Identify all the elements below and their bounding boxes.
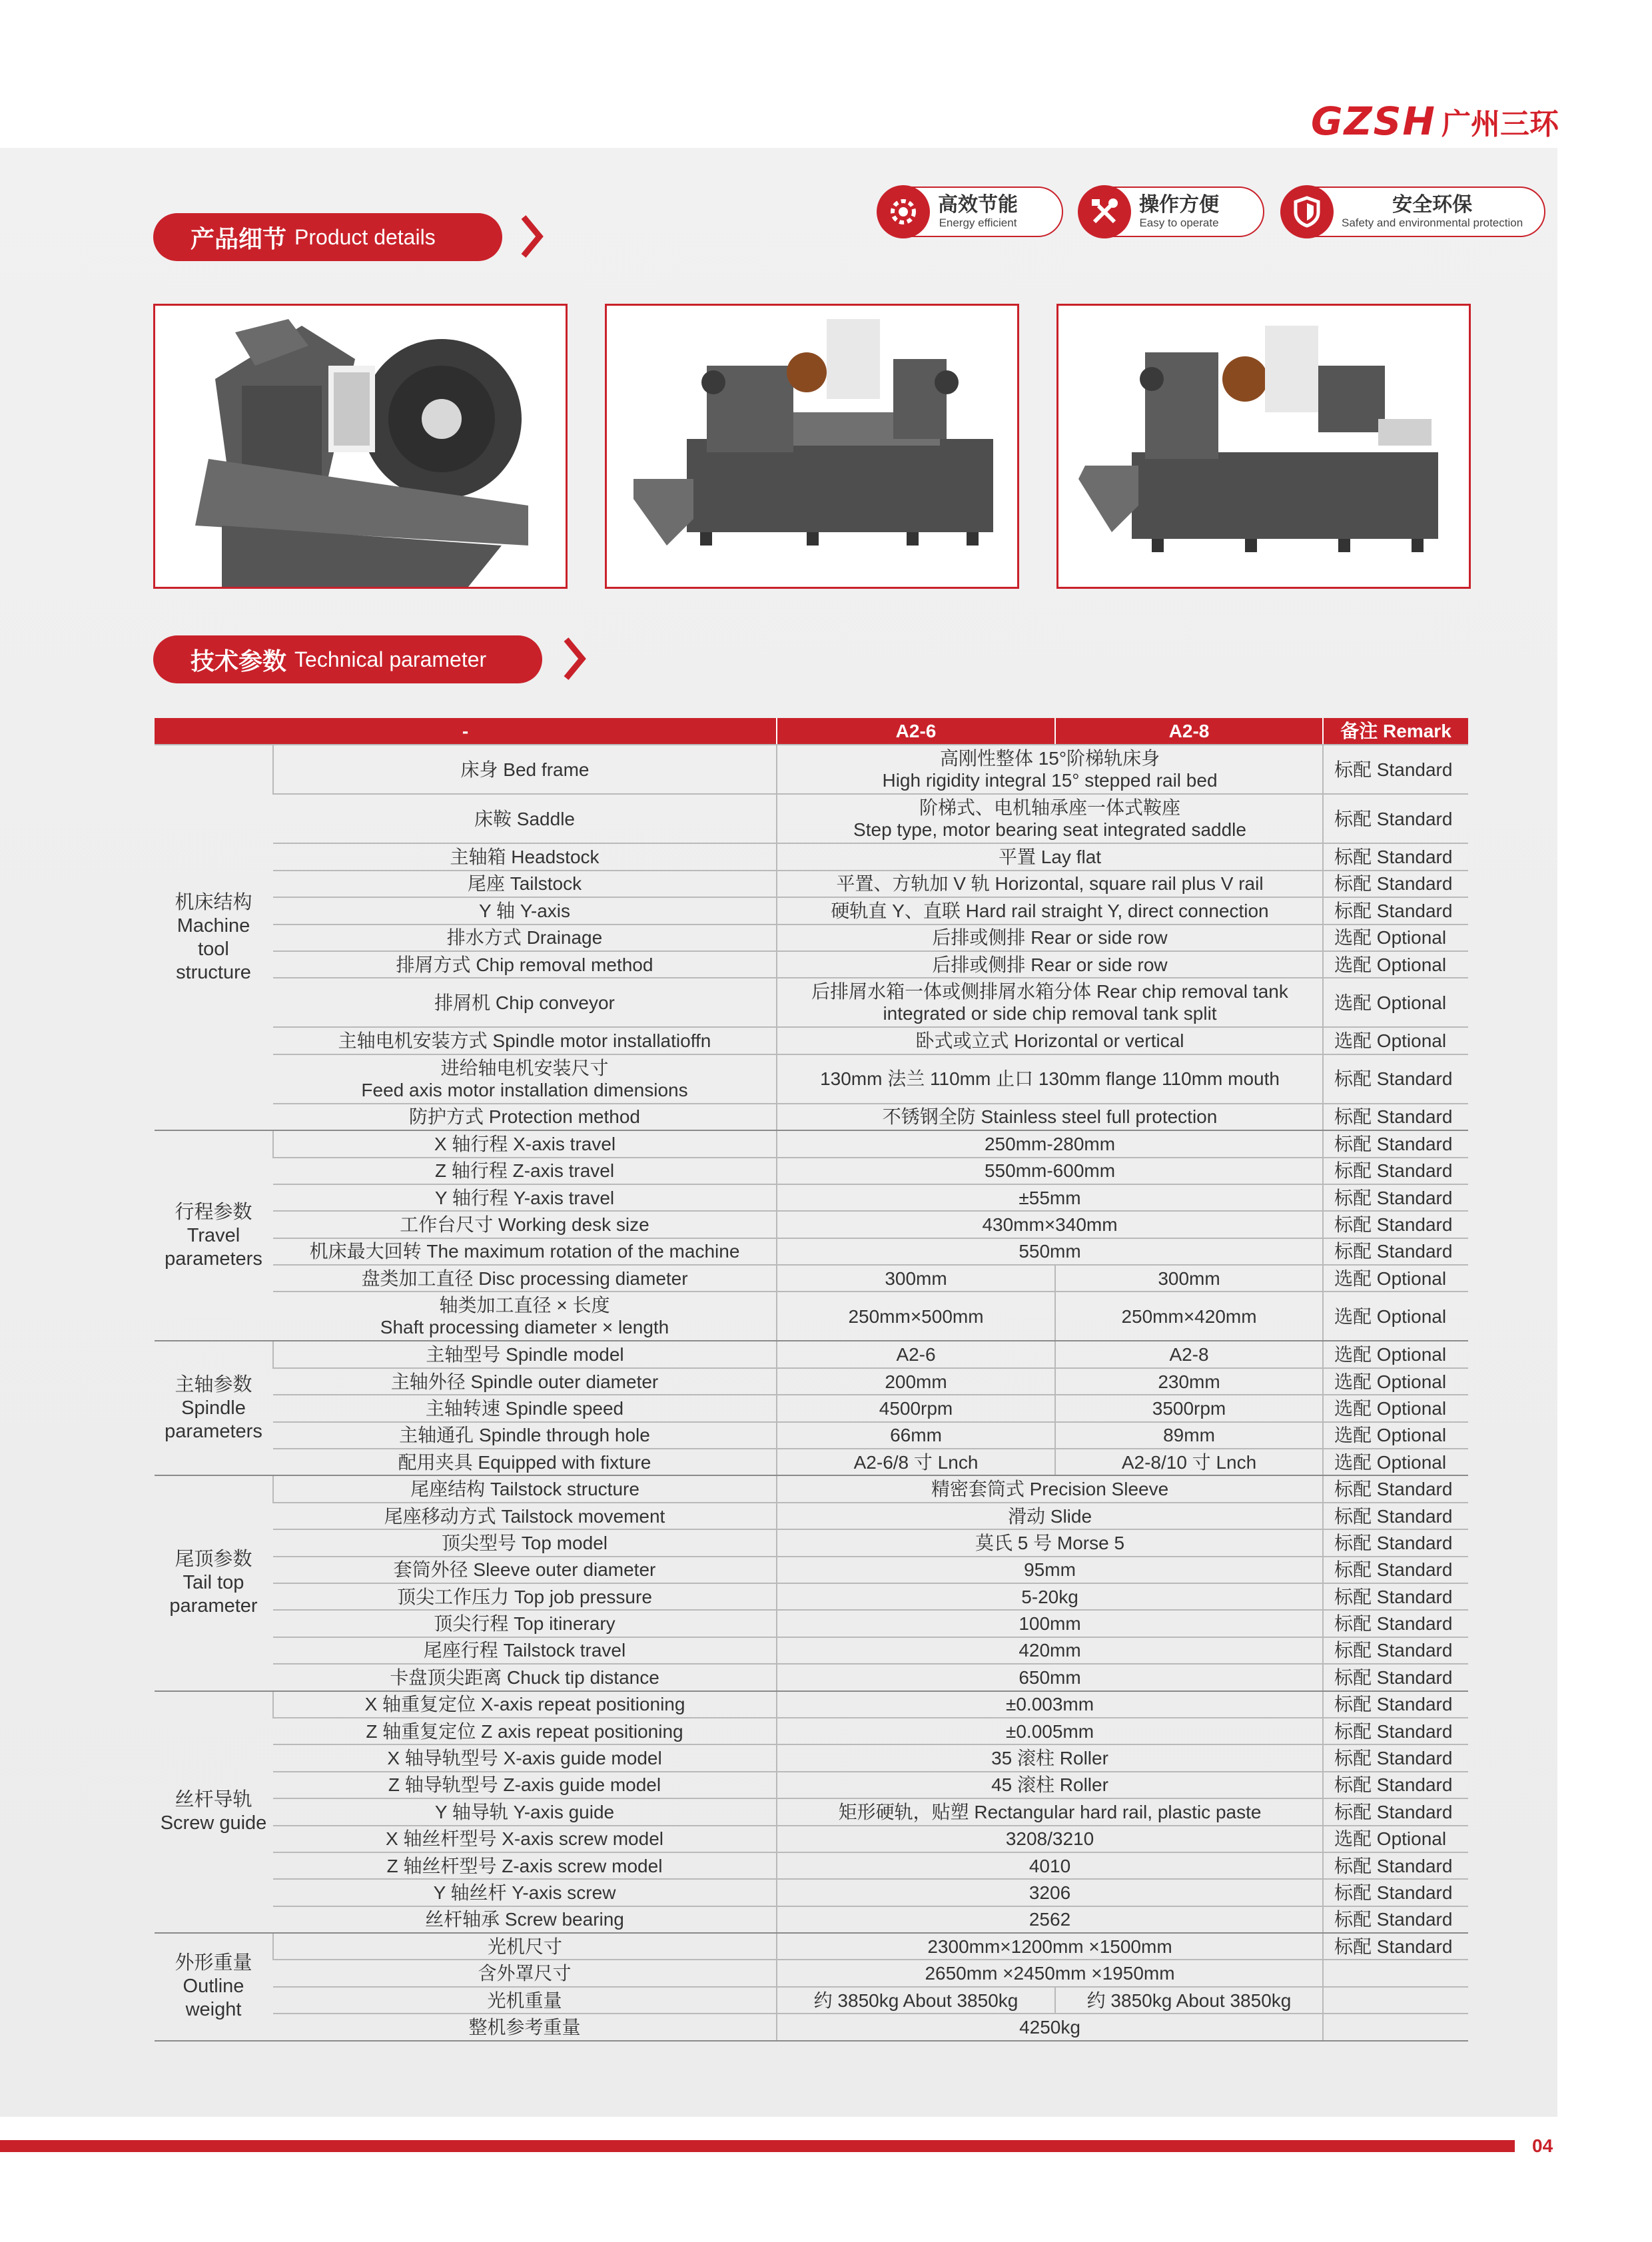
remark: 标配 Standard xyxy=(1323,1238,1468,1265)
parameter-name: 主轴通孔 Spindle through hole xyxy=(273,1422,777,1449)
parameter-value: 4010 xyxy=(777,1852,1323,1879)
chevron-right-icon xyxy=(518,213,545,260)
remark: 标配 Standard xyxy=(1323,1503,1468,1529)
parameter-name: X 轴丝杆型号 X-axis screw model xyxy=(273,1826,777,1852)
parameter-value: 滑动 Slide xyxy=(777,1503,1323,1529)
parameter-value: 2562 xyxy=(777,1906,1323,1933)
parameter-name: 进给轴电机安装尺寸 Feed axis motor installation dimensions xyxy=(273,1054,777,1104)
table-row xyxy=(155,843,1468,870)
parameter-name: Y 轴丝杆 Y-axis screw xyxy=(273,1879,777,1906)
table-row xyxy=(155,1664,1468,1690)
table-row xyxy=(155,1027,1468,1054)
parameter-value-a2-8: 89mm xyxy=(1055,1422,1323,1449)
remark: 选配 Optional xyxy=(1323,925,1468,951)
remark: 选配 Optional xyxy=(1323,1422,1468,1449)
parameter-value-a2-8: 300mm xyxy=(1055,1265,1323,1292)
parameter-name: 尾座行程 Tailstock travel xyxy=(273,1637,777,1664)
parameter-value-a2-8: 230mm xyxy=(1055,1368,1323,1395)
parameter-name: 机床最大回转 The maximum rotation of the machine xyxy=(273,1238,777,1265)
remark: 标配 Standard xyxy=(1323,1475,1468,1502)
parameter-name: 盘类加工直径 Disc processing diameter xyxy=(273,1265,777,1292)
parameter-name: 床鞍 Saddle xyxy=(273,794,777,843)
remark: 标配 Standard xyxy=(1323,745,1468,794)
table-row xyxy=(155,2014,1468,2040)
product-photo-headstock-detail xyxy=(153,304,568,589)
table-row xyxy=(155,1054,1468,1104)
table-header: A2-6 xyxy=(777,718,1055,745)
parameter-name: 尾座结构 Tailstock structure xyxy=(273,1475,777,1502)
parameter-name: 主轴转速 Spindle speed xyxy=(273,1395,777,1421)
parameter-name: Y 轴 Y-axis xyxy=(273,897,777,924)
table-row xyxy=(155,1933,1468,1960)
remark: 标配 Standard xyxy=(1323,1529,1468,1556)
parameter-name: 主轴型号 Spindle model xyxy=(273,1341,777,1367)
parameter-value: 430mm×340mm xyxy=(777,1211,1323,1238)
category-label: 主轴参数 Spindle parameters xyxy=(155,1341,273,1475)
parameter-name: X 轴行程 X-axis travel xyxy=(273,1130,777,1157)
section-title-en: Technical parameter xyxy=(294,647,487,671)
table-row xyxy=(155,1292,1468,1341)
brand-mark: GZSH xyxy=(1311,99,1436,144)
parameter-name: Z 轴重复定位 Z axis repeat positioning xyxy=(273,1718,777,1744)
parameter-value-a2-6: A2-6/8 寸 Lnch xyxy=(777,1449,1055,1475)
parameter-value: 550mm-600mm xyxy=(777,1158,1323,1184)
footer-bar xyxy=(0,2140,1515,2152)
remark: 标配 Standard xyxy=(1323,1610,1468,1637)
parameter-name: 顶尖型号 Top model xyxy=(273,1529,777,1556)
table-row xyxy=(155,1826,1468,1852)
parameter-value: 2650mm ×2450mm ×1950mm xyxy=(777,1960,1323,1986)
parameter-value: 35 滚柱 Roller xyxy=(777,1744,1323,1771)
table-row xyxy=(155,897,1468,924)
remark: 标配 Standard xyxy=(1323,1852,1468,1879)
table-row xyxy=(155,1422,1468,1449)
table-row xyxy=(155,871,1468,897)
remark: 标配 Standard xyxy=(1323,1933,1468,1960)
table-row xyxy=(155,1691,1468,1718)
product-photo-machine-side xyxy=(1056,304,1471,589)
feature-cn: 操作方便 xyxy=(1139,193,1219,216)
table-row xyxy=(155,1718,1468,1744)
table-row xyxy=(155,1449,1468,1475)
table-row xyxy=(155,1798,1468,1825)
parameter-name: Z 轴导轨型号 Z-axis guide model xyxy=(273,1772,777,1798)
parameter-value-a2-6: 200mm xyxy=(777,1368,1055,1395)
remark xyxy=(1323,1960,1468,1986)
remark: 标配 Standard xyxy=(1323,1772,1468,1798)
remark xyxy=(1323,1987,1468,2014)
table-row xyxy=(155,951,1468,978)
remark: 标配 Standard xyxy=(1323,1664,1468,1690)
parameter-value: 平置 Lay flat xyxy=(777,843,1323,870)
remark: 标配 Standard xyxy=(1323,1798,1468,1825)
feature-easy-to-operate xyxy=(1080,187,1264,237)
table-row xyxy=(155,1130,1468,1157)
parameter-value-a2-8: A2-8 xyxy=(1055,1341,1323,1367)
brand-name-cn: 广州三环 xyxy=(1441,107,1559,141)
feature-safety xyxy=(1283,187,1545,237)
table-row xyxy=(155,1475,1468,1502)
remark: 标配 Standard xyxy=(1323,794,1468,843)
section-title-technical-parameter xyxy=(153,635,542,683)
parameter-name: Y 轴行程 Y-axis travel xyxy=(273,1184,777,1211)
remark: 标配 Standard xyxy=(1323,1104,1468,1130)
feature-cn: 安全环保 xyxy=(1392,193,1473,216)
parameter-value-a2-8: 3500rpm xyxy=(1055,1395,1323,1421)
parameter-value: 420mm xyxy=(777,1637,1323,1664)
category-label: 外形重量 Outline weight xyxy=(155,1933,273,2041)
remark xyxy=(1323,2014,1468,2040)
table-row xyxy=(155,1184,1468,1211)
table-row xyxy=(155,1637,1468,1664)
remark: 标配 Standard xyxy=(1323,1637,1468,1664)
parameter-name: 主轴电机安装方式 Spindle motor installatioffn xyxy=(273,1027,777,1054)
parameter-value: 卧式或立式 Horizontal or vertical xyxy=(777,1027,1323,1054)
parameter-value-a2-6: 约 3850kg About 3850kg xyxy=(777,1987,1055,2014)
parameter-name: 床身 Bed frame xyxy=(273,745,777,794)
remark: 标配 Standard xyxy=(1323,1184,1468,1211)
parameter-value: 后排屑水箱一体或侧排屑水箱分体 Rear chip removal tank integrated or side chip removal tank split xyxy=(777,978,1323,1027)
section-title-cn: 技术参数 xyxy=(191,647,287,675)
parameter-value: ±0.005mm xyxy=(777,1718,1323,1744)
remark: 选配 Optional xyxy=(1323,1368,1468,1395)
remark: 选配 Optional xyxy=(1323,951,1468,978)
tools-icon xyxy=(1078,185,1131,238)
parameter-value: 650mm xyxy=(777,1664,1323,1690)
remark: 标配 Standard xyxy=(1323,1906,1468,1933)
parameter-name: 卡盘顶尖距离 Chuck tip distance xyxy=(273,1664,777,1690)
table-header-row xyxy=(155,718,1468,745)
parameter-name: 防护方式 Protection method xyxy=(273,1104,777,1130)
parameter-name: 主轴箱 Headstock xyxy=(273,843,777,870)
table-row xyxy=(155,1238,1468,1265)
parameter-value-a2-6: 4500rpm xyxy=(777,1395,1055,1421)
remark: 标配 Standard xyxy=(1323,1211,1468,1238)
parameter-name: 工作台尺寸 Working desk size xyxy=(273,1211,777,1238)
parameter-name: 排屑方式 Chip removal method xyxy=(273,951,777,978)
parameter-name: 尾座移动方式 Tailstock movement xyxy=(273,1503,777,1529)
parameter-value: 3206 xyxy=(777,1879,1323,1906)
remark: 选配 Optional xyxy=(1323,1826,1468,1852)
remark: 选配 Optional xyxy=(1323,1341,1468,1367)
parameter-value: 不锈钢全防 Stainless steel full protection xyxy=(777,1104,1323,1130)
parameter-value: 后排或侧排 Rear or side row xyxy=(777,951,1323,978)
table-row xyxy=(155,1852,1468,1879)
parameter-value: 550mm xyxy=(777,1238,1323,1265)
shield-icon xyxy=(1280,185,1334,238)
parameter-value: 平置、方轨加 V 轨 Horizontal, square rail plus V rail xyxy=(777,871,1323,897)
parameter-name: X 轴重复定位 X-axis repeat positioning xyxy=(273,1691,777,1718)
parameter-value: 45 滚柱 Roller xyxy=(777,1772,1323,1798)
remark: 选配 Optional xyxy=(1323,1292,1468,1341)
table-row xyxy=(155,1879,1468,1906)
remark: 标配 Standard xyxy=(1323,1718,1468,1744)
parameter-name: 光机重量 xyxy=(273,1987,777,2014)
table-row xyxy=(155,1744,1468,1771)
parameter-value: 5-20kg xyxy=(777,1583,1323,1610)
remark: 标配 Standard xyxy=(1323,897,1468,924)
gear-icon xyxy=(877,185,930,238)
remark: 标配 Standard xyxy=(1323,1557,1468,1583)
table-row xyxy=(155,1529,1468,1556)
parameter-value-a2-8: 约 3850kg About 3850kg xyxy=(1055,1987,1323,2014)
table-row xyxy=(155,978,1468,1027)
parameter-value: 高刚性整体 15°阶梯轨床身 High rigidity integral 15° stepped rail bed xyxy=(777,745,1323,794)
product-photo-machine-front xyxy=(605,304,1019,589)
table-row xyxy=(155,1368,1468,1395)
remark: 标配 Standard xyxy=(1323,1691,1468,1718)
parameter-name: 含外罩尺寸 xyxy=(273,1960,777,1986)
parameter-name: 顶尖工作压力 Top job pressure xyxy=(273,1583,777,1610)
parameter-value-a2-8: 250mm×420mm xyxy=(1055,1292,1323,1341)
parameter-value: 3208/3210 xyxy=(777,1826,1323,1852)
parameter-name: 主轴外径 Spindle outer diameter xyxy=(273,1368,777,1395)
table-row xyxy=(155,1583,1468,1610)
remark: 标配 Standard xyxy=(1323,1158,1468,1184)
parameter-value: 后排或侧排 Rear or side row xyxy=(777,925,1323,951)
table-row xyxy=(155,1906,1468,1933)
parameter-value: 4250kg xyxy=(777,2014,1323,2040)
table-row xyxy=(155,1557,1468,1583)
remark: 标配 Standard xyxy=(1323,1879,1468,1906)
remark: 标配 Standard xyxy=(1323,1054,1468,1104)
parameter-name: 排水方式 Drainage xyxy=(273,925,777,951)
remark: 选配 Optional xyxy=(1323,1265,1468,1292)
parameter-value: 130mm 法兰 110mm 止口 130mm flange 110mm mouth xyxy=(777,1054,1323,1104)
category-label: 尾顶参数 Tail top parameter xyxy=(155,1475,273,1690)
chevron-right-icon xyxy=(561,635,588,682)
technical-parameter-table xyxy=(155,718,1468,2042)
parameter-name: 光机尺寸 xyxy=(273,1933,777,1960)
table-row xyxy=(155,1265,1468,1292)
remark: 选配 Optional xyxy=(1323,1449,1468,1475)
parameter-name: 丝杆轴承 Screw bearing xyxy=(273,1906,777,1933)
parameter-value: 95mm xyxy=(777,1557,1323,1583)
category-label: 丝杆导轨 Screw guide xyxy=(155,1691,273,1934)
table-row xyxy=(155,1610,1468,1637)
parameter-name: Z 轴行程 Z-axis travel xyxy=(273,1158,777,1184)
page-number: 04 xyxy=(1532,2135,1553,2156)
table-row xyxy=(155,1503,1468,1529)
table-header: 备注 Remark xyxy=(1323,718,1468,745)
table-header: A2-8 xyxy=(1055,718,1323,745)
remark: 选配 Optional xyxy=(1323,1395,1468,1421)
remark: 选配 Optional xyxy=(1323,978,1468,1027)
parameter-name: 排屑机 Chip conveyor xyxy=(273,978,777,1027)
table-row xyxy=(155,745,1468,794)
table-row xyxy=(155,1987,1468,2014)
parameter-name: 整机参考重量 xyxy=(273,2014,777,2040)
parameter-name: X 轴导轨型号 X-axis guide model xyxy=(273,1744,777,1771)
feature-en: Energy efficient xyxy=(939,216,1017,229)
parameter-value: 莫氏 5 号 Morse 5 xyxy=(777,1529,1323,1556)
feature-en: Easy to operate xyxy=(1139,216,1219,229)
table-row xyxy=(155,925,1468,951)
feature-energy-efficient xyxy=(879,187,1063,237)
parameter-value: 250mm-280mm xyxy=(777,1130,1323,1157)
parameter-value: 2300mm×1200mm ×1500mm xyxy=(777,1933,1323,1960)
parameter-name: 顶尖行程 Top itinerary xyxy=(273,1610,777,1637)
parameter-name: 尾座 Tailstock xyxy=(273,871,777,897)
parameter-value-a2-6: 250mm×500mm xyxy=(777,1292,1055,1341)
parameter-value-a2-6: 300mm xyxy=(777,1265,1055,1292)
table-row xyxy=(155,1211,1468,1238)
table-row xyxy=(155,1104,1468,1130)
remark: 标配 Standard xyxy=(1323,1744,1468,1771)
parameter-value: 矩形硬轨，贴塑 Rectangular hard rail, plastic paste xyxy=(777,1798,1323,1825)
table-row xyxy=(155,1158,1468,1184)
parameter-value-a2-6: 66mm xyxy=(777,1422,1055,1449)
parameter-value-a2-8: A2-8/10 寸 Lnch xyxy=(1055,1449,1323,1475)
parameter-name: 轴类加工直径 × 长度 Shaft processing diameter × length xyxy=(273,1292,777,1341)
remark: 选配 Optional xyxy=(1323,1027,1468,1054)
remark: 标配 Standard xyxy=(1323,871,1468,897)
parameter-value: 阶梯式、电机轴承座一体式鞍座 Step type, motor bearing seat integrated saddle xyxy=(777,794,1323,843)
parameter-value: ±0.003mm xyxy=(777,1691,1323,1718)
table-row xyxy=(155,1960,1468,1986)
feature-en: Safety and environmental protection xyxy=(1342,216,1523,229)
parameter-name: Z 轴丝杆型号 Z-axis screw model xyxy=(273,1852,777,1879)
section-title-product-details xyxy=(153,213,502,261)
table-body xyxy=(155,745,1468,2040)
remark: 标配 Standard xyxy=(1323,1583,1468,1610)
table-row xyxy=(155,794,1468,843)
parameter-value-a2-6: A2-6 xyxy=(777,1341,1055,1367)
parameter-value: 100mm xyxy=(777,1610,1323,1637)
table-row xyxy=(155,1395,1468,1421)
feature-cn: 高效节能 xyxy=(938,193,1018,216)
section-title-en: Product details xyxy=(294,224,436,249)
section-title-cn: 产品细节 xyxy=(191,225,287,253)
table-header: - xyxy=(155,718,777,745)
parameter-name: 套筒外径 Sleeve outer diameter xyxy=(273,1557,777,1583)
category-label: 机床结构 Machine tool structure xyxy=(155,745,273,1130)
category-label: 行程参数 Travel parameters xyxy=(155,1130,273,1341)
parameter-name: Y 轴导轨 Y-axis guide xyxy=(273,1798,777,1825)
parameter-value: ±55mm xyxy=(777,1184,1323,1211)
table-row xyxy=(155,1772,1468,1798)
table-row xyxy=(155,1341,1468,1367)
remark: 标配 Standard xyxy=(1323,1130,1468,1157)
brand-logo xyxy=(1311,99,1559,144)
remark: 标配 Standard xyxy=(1323,843,1468,870)
parameter-value: 硬轨直 Y、直联 Hard rail straight Y, direct connection xyxy=(777,897,1323,924)
parameter-name: 配用夹具 Equipped with fixture xyxy=(273,1449,777,1475)
parameter-value: 精密套筒式 Precision Sleeve xyxy=(777,1475,1323,1502)
